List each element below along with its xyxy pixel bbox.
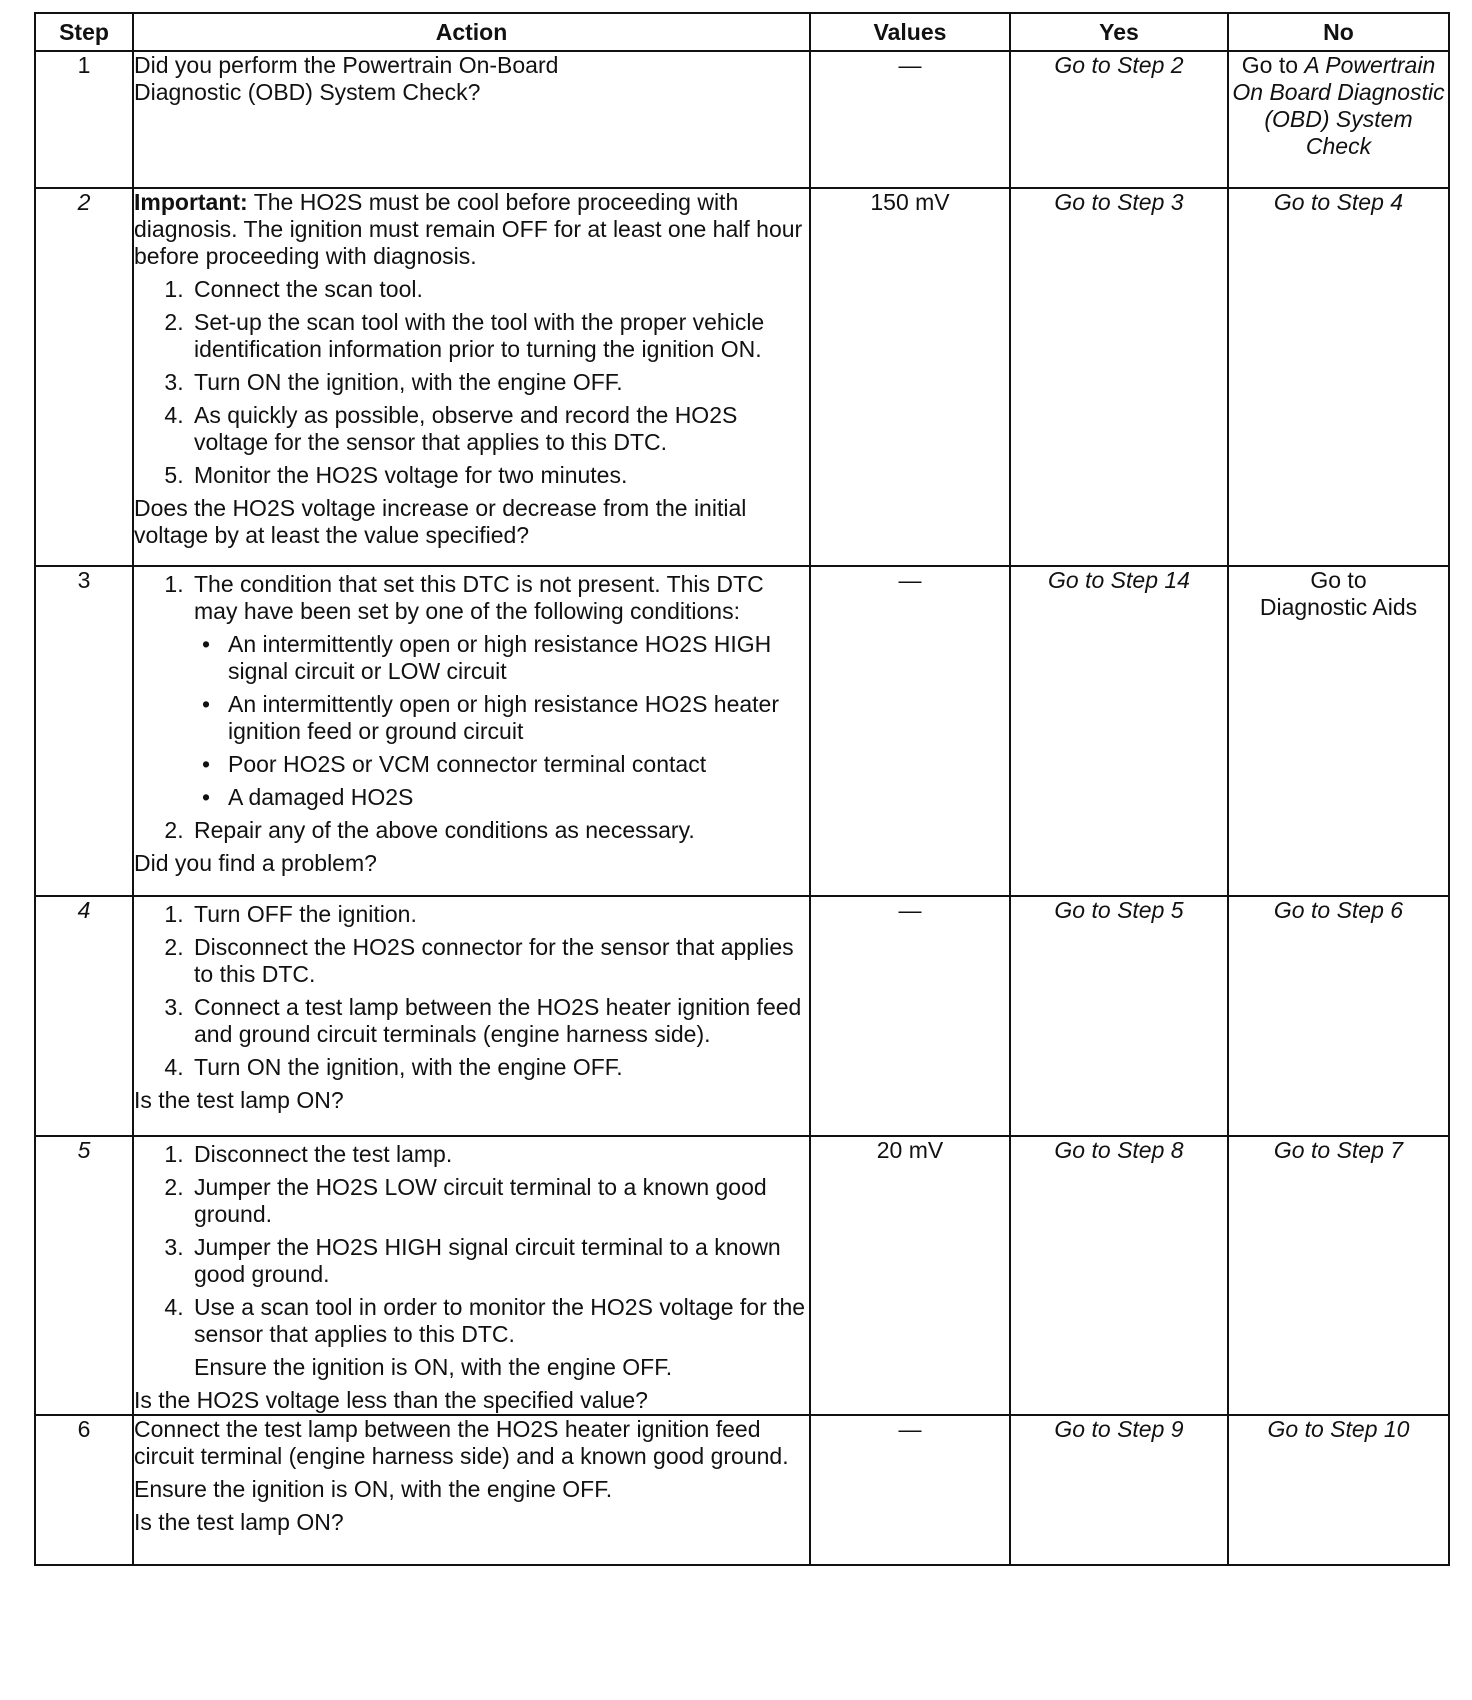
no-link[interactable]: Diagnostic Aids (1259, 594, 1418, 620)
no-link[interactable]: Go to Step 4 (1228, 188, 1449, 566)
action-question: Does the HO2S voltage increase or decrease from the initial voltage by at least the value specified? (134, 495, 747, 548)
yes-link[interactable]: Go to Step 14 (1010, 566, 1228, 896)
action-cell (133, 188, 810, 566)
table-row-step-6 (35, 1415, 1449, 1565)
action-step: 1. Connect the scan tool. (190, 276, 809, 303)
condition-item: • An intermittently open or high resistance HO2S HIGH signal circuit or LOW circuit (222, 631, 809, 685)
yes-link[interactable]: Go to Step 3 (1010, 188, 1228, 566)
values-cell: — (810, 896, 1010, 1136)
action-text: Connect the test lamp between the HO2S heater ignition feed circuit terminal (engine harness side) and a known good ground. (134, 1416, 789, 1469)
step-number: 3 (35, 566, 133, 896)
action-note: Ensure the ignition is ON, with the engine OFF. (194, 1354, 673, 1380)
diagnostic-table (34, 12, 1450, 1566)
action-step-text: The condition that set this DTC is not present. This DTC may have been set by one of the following conditions: (194, 571, 764, 624)
table-row-step-2 (35, 188, 1449, 566)
action-step: 4. Turn ON the ignition, with the engine OFF. (190, 1054, 809, 1081)
no-prefix: Go to (1241, 52, 1299, 78)
values-cell: — (810, 51, 1010, 188)
values-cell: — (810, 1415, 1010, 1565)
condition-item: • Poor HO2S or VCM connector terminal contact (222, 751, 809, 778)
table-row-step-3 (35, 566, 1449, 896)
action-cell (133, 896, 810, 1136)
action-question: Did you find a problem? (134, 850, 377, 876)
yes-link[interactable]: Go to Step 9 (1010, 1415, 1228, 1565)
step-number: 5 (35, 1136, 133, 1415)
header-step: Step (35, 13, 133, 51)
no-link[interactable]: A Powertrain On Board Diagnostic (OBD) System Check (1232, 52, 1445, 159)
action-cell (133, 566, 810, 896)
action-steps (134, 276, 809, 489)
action-question: Did you perform the Powertrain On-Board Diagnostic (OBD) System Check? (134, 52, 559, 105)
step-number: 2 (35, 188, 133, 566)
step-number: 4 (35, 896, 133, 1136)
action-cell (133, 1415, 810, 1565)
action-note: Ensure the ignition is ON, with the engine OFF. (134, 1476, 613, 1502)
step-number: 6 (35, 1415, 133, 1565)
action-step: 2. Disconnect the HO2S connector for the sensor that applies to this DTC. (190, 934, 809, 988)
no-link[interactable]: Go to Step 7 (1228, 1136, 1449, 1415)
action-steps (134, 901, 809, 1081)
condition-item: • An intermittently open or high resistance HO2S heater ignition feed or ground circuit (222, 691, 809, 745)
header-action: Action (133, 13, 810, 51)
important-label: Important: (134, 189, 248, 215)
yes-link[interactable]: Go to Step 8 (1010, 1136, 1228, 1415)
action-cell (133, 1136, 810, 1415)
step-number: 1 (35, 51, 133, 188)
action-question: Is the test lamp ON? (134, 1087, 344, 1113)
action-step: 2. Repair any of the above conditions as necessary. (190, 817, 809, 844)
action-step: 2. Jumper the HO2S LOW circuit terminal to a known good ground. (190, 1174, 809, 1228)
condition-list (194, 631, 809, 811)
header-yes: Yes (1010, 13, 1228, 51)
action-steps (134, 571, 809, 844)
values-cell: 20 mV (810, 1136, 1010, 1415)
no-link[interactable]: Go to Step 10 (1228, 1415, 1449, 1565)
action-cell (133, 51, 810, 188)
action-step: 1. Turn OFF the ignition. (190, 901, 809, 928)
no-link[interactable]: Go to Step 6 (1228, 896, 1449, 1136)
table-row-step-4 (35, 896, 1449, 1136)
action-step: 3. Connect a test lamp between the HO2S heater ignition feed and ground circuit terminals (engine harness side). (190, 994, 809, 1048)
no-cell (1228, 51, 1449, 188)
header-values: Values (810, 13, 1010, 51)
action-question: Is the test lamp ON? (134, 1509, 344, 1535)
important-text: The HO2S must be cool before proceeding with diagnosis. The ignition must remain OFF for at least one half hour before proceeding with diagnosis. (134, 189, 803, 269)
no-cell (1228, 566, 1449, 896)
action-step: 4. As quickly as possible, observe and record the HO2S voltage for the sensor that applies to this DTC. (190, 402, 809, 456)
action-step (190, 571, 809, 811)
no-prefix: Go to (1310, 567, 1367, 593)
yes-link[interactable]: Go to Step 5 (1010, 896, 1228, 1136)
header-row (35, 13, 1449, 51)
action-step: 2. Set-up the scan tool with the tool with the proper vehicle identification information prior to turning the ignition ON. (190, 309, 809, 363)
values-cell: — (810, 566, 1010, 896)
action-step: 4. Use a scan tool in order to monitor the HO2S voltage for the sensor that applies to this DTC. (190, 1294, 809, 1348)
condition-item: • A damaged HO2S (222, 784, 809, 811)
action-step: 1. Disconnect the test lamp. (190, 1141, 809, 1168)
action-step: 3. Turn ON the ignition, with the engine OFF. (190, 369, 809, 396)
yes-link[interactable]: Go to Step 2 (1010, 51, 1228, 188)
header-no: No (1228, 13, 1449, 51)
table-row-step-1 (35, 51, 1449, 188)
table-row-step-5 (35, 1136, 1449, 1415)
values-cell: 150 mV (810, 188, 1010, 566)
important-note (134, 189, 809, 270)
action-steps (134, 1141, 809, 1348)
action-step: 3. Jumper the HO2S HIGH signal circuit terminal to a known good ground. (190, 1234, 809, 1288)
action-step: 5. Monitor the HO2S voltage for two minutes. (190, 462, 809, 489)
action-question: Is the HO2S voltage less than the specified value? (134, 1387, 648, 1413)
